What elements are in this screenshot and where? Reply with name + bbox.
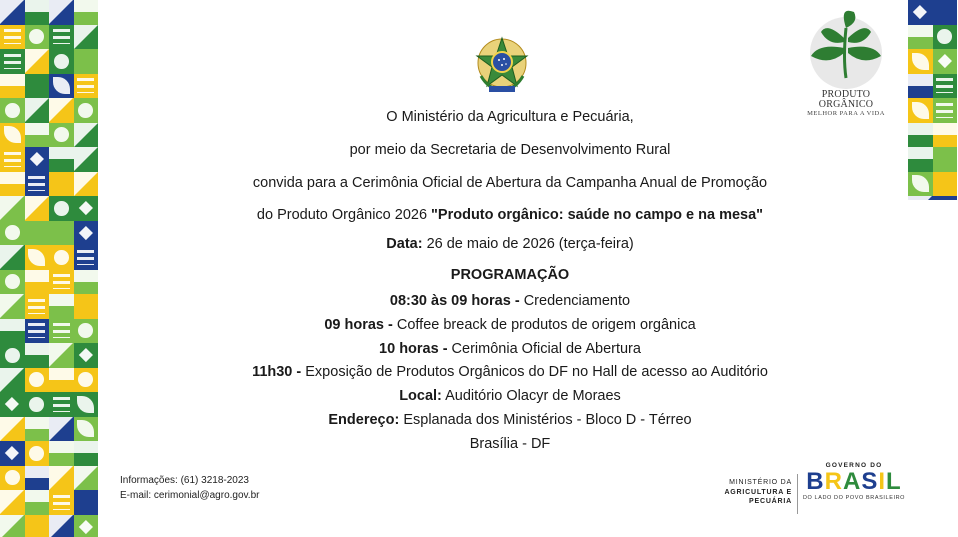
pattern-tile xyxy=(74,515,99,537)
pattern-tile xyxy=(0,123,25,148)
pattern-tile xyxy=(908,147,933,172)
pattern-tile xyxy=(0,343,25,368)
leaves-icon xyxy=(799,8,893,90)
produto-organico-logo xyxy=(795,8,897,117)
address-value: Esplanada dos Ministérios - Bloco D - Térreo xyxy=(399,412,692,428)
ministry-line-2: AGRICULTURA E xyxy=(724,488,792,496)
ministry-line-1: MINISTÉRIO DA xyxy=(729,479,792,486)
pattern-tile xyxy=(49,392,74,417)
pattern-tile xyxy=(74,0,99,25)
pattern-tile xyxy=(74,49,99,74)
pattern-tile xyxy=(74,147,99,172)
pattern-tile xyxy=(49,417,74,442)
pattern-tile xyxy=(25,245,50,270)
gov-word xyxy=(802,469,906,495)
pattern-tile xyxy=(25,368,50,393)
pattern-tile xyxy=(25,0,50,25)
event-address xyxy=(120,411,900,429)
local-label: Local: xyxy=(399,388,442,404)
pattern-tile xyxy=(49,319,74,344)
pattern-tile xyxy=(0,0,25,25)
pattern-tile xyxy=(74,417,99,442)
pattern-tile xyxy=(74,98,99,123)
pattern-tile xyxy=(0,245,25,270)
pattern-tile xyxy=(908,123,933,148)
pattern-tile xyxy=(0,466,25,491)
pattern-tile xyxy=(74,319,99,344)
pattern-tile xyxy=(74,74,99,99)
program-desc: Credenciamento xyxy=(519,293,631,309)
program-item xyxy=(120,363,900,381)
contact-info xyxy=(120,473,259,503)
invitation-line-4 xyxy=(120,206,900,224)
pattern-tile xyxy=(25,221,50,246)
decorative-pattern-left xyxy=(0,0,98,537)
governo-do-brasil-logo xyxy=(802,462,906,501)
pattern-tile xyxy=(0,147,25,172)
pattern-tile xyxy=(0,74,25,99)
pattern-tile xyxy=(74,123,99,148)
organic-logo-slogan: MELHOR PARA A VIDA xyxy=(807,110,885,117)
gov-top-text: GOVERNO DO xyxy=(825,462,883,469)
gov-word-letter: B xyxy=(806,468,825,495)
pattern-tile xyxy=(25,147,50,172)
pattern-tile xyxy=(25,466,50,491)
government-logos xyxy=(706,460,906,522)
pattern-tile xyxy=(49,0,74,25)
pattern-tile xyxy=(25,49,50,74)
event-city: Brasília - DF xyxy=(469,436,551,452)
pattern-tile xyxy=(49,172,74,197)
campaign-theme: "Produto orgânico: saúde no campo e na mesa" xyxy=(431,207,764,223)
ministry-line-3: PECUÁRIA xyxy=(749,498,792,505)
pattern-tile xyxy=(0,417,25,442)
program-time: 11h30 - xyxy=(252,364,302,380)
pattern-tile xyxy=(74,368,99,393)
pattern-tile xyxy=(933,49,958,74)
invitation-line-2: por meio da Secretaria de Desenvolvimento Rural xyxy=(349,142,671,158)
pattern-tile xyxy=(74,270,99,295)
contact-email: E-mail: cerimonial@agro.gov.br xyxy=(120,490,260,501)
pattern-tile xyxy=(908,172,933,197)
pattern-tile xyxy=(25,392,50,417)
pattern-tile xyxy=(49,245,74,270)
program-item xyxy=(120,340,900,358)
pattern-tile xyxy=(0,196,25,221)
program-heading: PROGRAMAÇÃO xyxy=(450,267,570,283)
pattern-tile xyxy=(0,294,25,319)
program-time: 08:30 às 09 horas - xyxy=(389,293,520,309)
pattern-tile xyxy=(25,123,50,148)
pattern-tile xyxy=(908,196,933,200)
pattern-tile xyxy=(49,270,74,295)
invitation-line-3: convida para a Cerimônia Oficial de Abertura da Campanha Anual de Promoção xyxy=(252,175,768,191)
address-label: Endereço: xyxy=(328,412,400,428)
event-location xyxy=(120,387,900,405)
pattern-tile xyxy=(49,343,74,368)
pattern-tile xyxy=(49,74,74,99)
pattern-tile xyxy=(49,490,74,515)
pattern-tile xyxy=(0,490,25,515)
pattern-tile xyxy=(74,25,99,50)
pattern-tile xyxy=(25,319,50,344)
pattern-tile xyxy=(74,196,99,221)
pattern-tile xyxy=(49,368,74,393)
pattern-tile xyxy=(908,49,933,74)
pattern-tile xyxy=(25,25,50,50)
organic-logo-name: PRODUTO ORGÂNICO xyxy=(818,89,874,110)
pattern-tile xyxy=(0,25,25,50)
pattern-tile xyxy=(74,294,99,319)
pattern-tile xyxy=(933,172,958,197)
pattern-tile xyxy=(25,172,50,197)
gov-slogan: DO LADO DO POVO BRASILEIRO xyxy=(802,495,906,501)
contact-phone: Informações: (61) 3218-2023 xyxy=(120,475,249,486)
pattern-tile xyxy=(49,147,74,172)
pattern-tile xyxy=(49,466,74,491)
program-desc: Cerimônia Oficial de Abertura xyxy=(447,341,641,357)
pattern-tile xyxy=(49,515,74,537)
pattern-tile xyxy=(933,123,958,148)
pattern-tile xyxy=(49,49,74,74)
pattern-tile xyxy=(49,294,74,319)
ministry-logo xyxy=(708,478,792,507)
pattern-tile xyxy=(933,25,958,50)
pattern-tile xyxy=(74,490,99,515)
program-desc: Coffee breack de produtos de origem orgânica xyxy=(392,317,696,333)
gov-word-letter: A xyxy=(842,468,862,495)
program-item xyxy=(120,316,900,334)
program-item xyxy=(120,292,900,310)
pattern-tile xyxy=(74,221,99,246)
gov-word-letter: R xyxy=(824,468,843,495)
program-desc: Exposição de Produtos Orgânicos do DF no Hall de acesso ao Auditório xyxy=(301,364,768,380)
gov-word-letter: S xyxy=(861,468,879,495)
pattern-tile xyxy=(74,245,99,270)
pattern-tile xyxy=(908,0,933,25)
pattern-tile xyxy=(0,221,25,246)
pattern-tile xyxy=(74,466,99,491)
pattern-tile xyxy=(25,98,50,123)
pattern-tile xyxy=(25,515,50,537)
pattern-tile xyxy=(0,98,25,123)
pattern-tile xyxy=(0,368,25,393)
pattern-tile xyxy=(25,490,50,515)
pattern-tile xyxy=(49,441,74,466)
brazil-coat-of-arms-icon xyxy=(469,30,535,96)
logo-divider xyxy=(797,474,798,514)
pattern-tile xyxy=(74,343,99,368)
pattern-tile xyxy=(25,74,50,99)
pattern-tile xyxy=(25,196,50,221)
pattern-tile xyxy=(933,196,958,200)
event-date xyxy=(120,235,900,253)
pattern-tile xyxy=(25,343,50,368)
pattern-tile xyxy=(908,98,933,123)
pattern-tile xyxy=(0,392,25,417)
pattern-tile xyxy=(933,0,958,25)
pattern-tile xyxy=(908,25,933,50)
pattern-tile xyxy=(25,270,50,295)
pattern-tile xyxy=(0,49,25,74)
pattern-tile xyxy=(0,515,25,537)
program-time: 09 horas - xyxy=(324,317,393,333)
pattern-tile xyxy=(49,25,74,50)
pattern-tile xyxy=(74,392,99,417)
pattern-tile xyxy=(0,441,25,466)
pattern-tile xyxy=(933,74,958,99)
pattern-tile xyxy=(25,294,50,319)
date-label: Data: xyxy=(386,236,423,252)
gov-word-letter: I xyxy=(878,468,887,495)
pattern-tile xyxy=(74,441,99,466)
invitation-line-1: O Ministério da Agricultura e Pecuária, xyxy=(386,109,634,125)
pattern-tile xyxy=(49,221,74,246)
decorative-pattern-right xyxy=(908,0,958,200)
local-value: Auditório Olacyr de Moraes xyxy=(441,388,621,404)
pattern-tile xyxy=(933,147,958,172)
pattern-tile xyxy=(25,441,50,466)
pattern-tile xyxy=(0,319,25,344)
pattern-tile xyxy=(0,172,25,197)
pattern-tile xyxy=(0,270,25,295)
pattern-tile xyxy=(49,196,74,221)
pattern-tile xyxy=(49,98,74,123)
pattern-tile xyxy=(933,98,958,123)
pattern-tile xyxy=(25,417,50,442)
gov-word-letter: L xyxy=(886,468,902,495)
pattern-tile xyxy=(908,74,933,99)
pattern-tile xyxy=(74,172,99,197)
campaign-year: do Produto Orgânico 2026 xyxy=(256,207,432,223)
date-value: 26 de maio de 2026 (terça-feira) xyxy=(422,236,634,252)
program-time: 10 horas - xyxy=(379,341,448,357)
pattern-tile xyxy=(49,123,74,148)
